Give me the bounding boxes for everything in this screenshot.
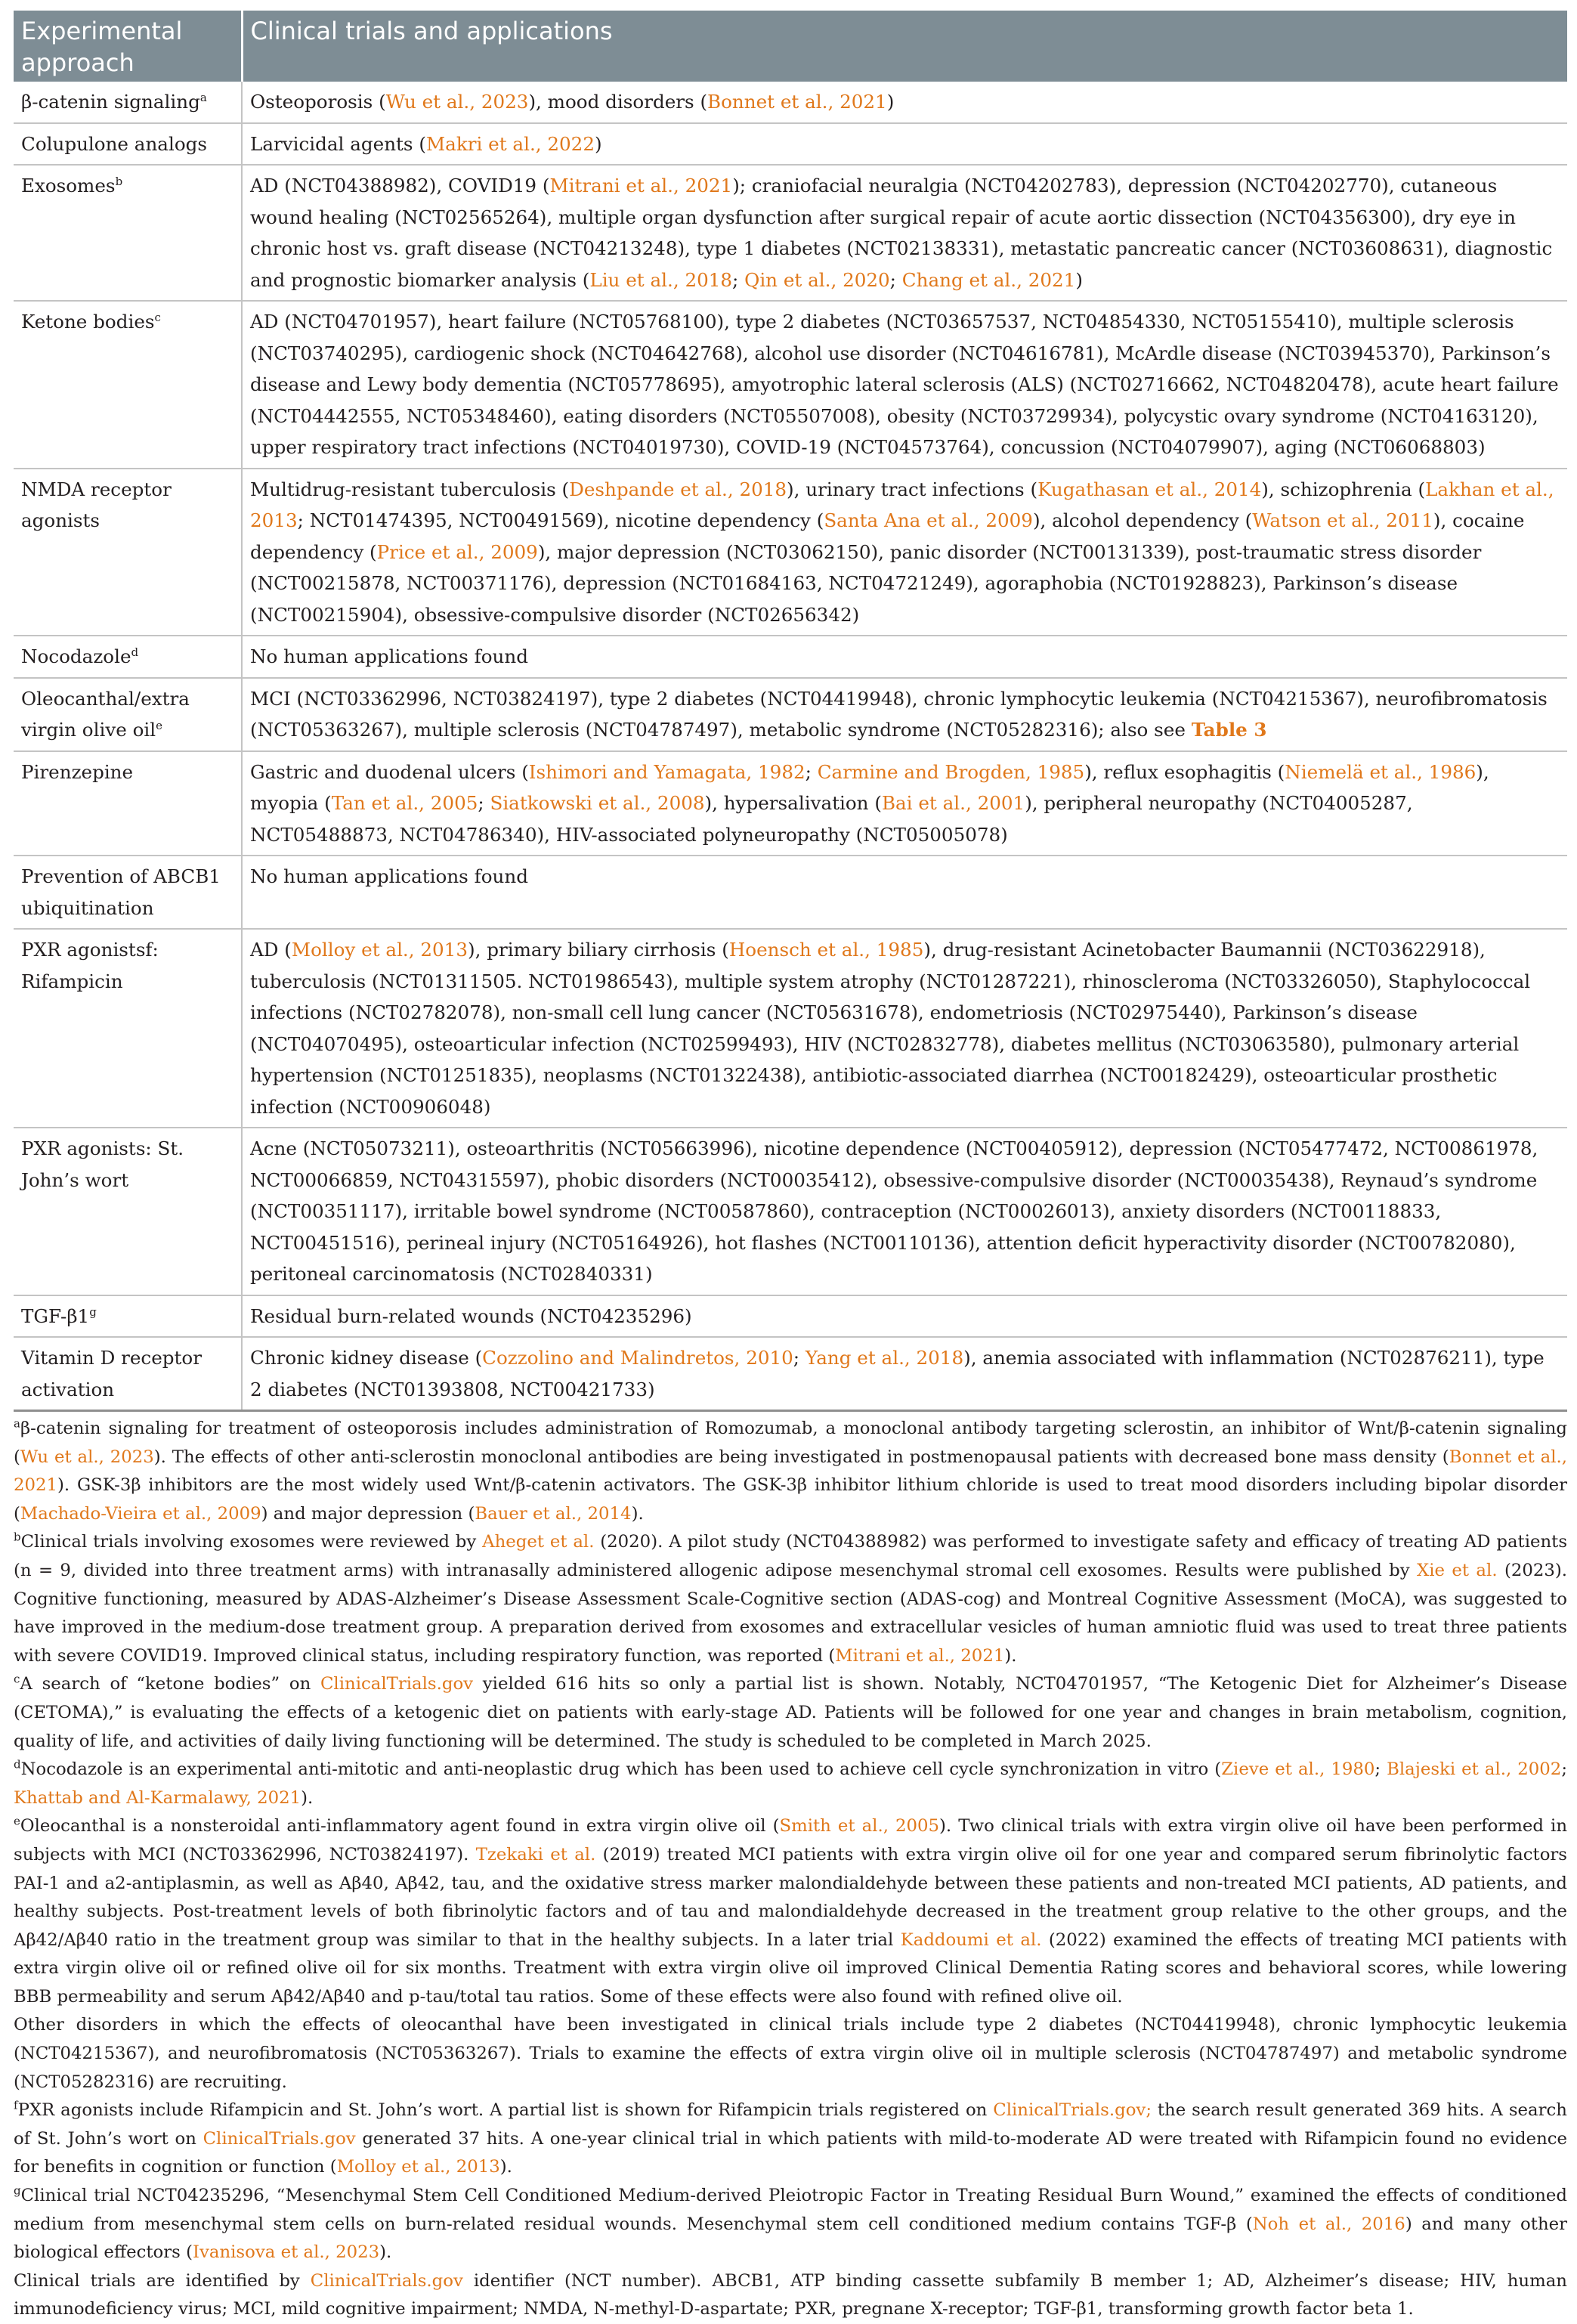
footnote-marker: c <box>14 1672 20 1686</box>
citation-link[interactable]: ClinicalTrials.gov; <box>993 2100 1152 2121</box>
citation-link[interactable]: ClinicalTrials.gov <box>310 2270 463 2291</box>
citation-link[interactable]: Price et al., 2009 <box>376 540 538 563</box>
footnotes <box>14 1415 1567 2324</box>
approach-cell: PXR agonistsf: Rifampicin <box>14 929 242 1128</box>
table-row <box>14 751 1567 856</box>
citation-link[interactable]: Wu et al., 2023 <box>20 1447 154 1467</box>
citation-link[interactable]: Ivanisova et al., 2023 <box>192 2242 380 2263</box>
applications-cell: Residual burn-related wounds (NCT04235296) <box>242 1295 1567 1338</box>
table-body <box>14 82 1567 1411</box>
table-row <box>14 165 1567 301</box>
citation-link[interactable]: Blajeski et al., 2002 <box>1387 1759 1562 1780</box>
table-row <box>14 301 1567 469</box>
approach-cell: NMDA receptor agonists <box>14 469 242 636</box>
citation-link[interactable]: Lakhan et al., 2013 <box>250 478 1554 531</box>
header-applications: Clinical trials and applications <box>242 11 1567 82</box>
citation-link[interactable]: Zieve et al., 1980 <box>1221 1759 1375 1780</box>
applications-cell: AD (Molloy et al., 2013), primary biliary cirrhosis (Hoensch et al., 1985), drug-resistant Acinetobacter Baumannii (NCT03622918), tuberculosis (NCT01311505. NCT01986543), multiple system atrophy (NCT01287221), rhinoscleroma (NCT03326050), Staphylococcal infections (NCT02782078), non-small cell lung cancer (NCT05631678), endometriosis (NCT02975440), Parkinson’s disease (NCT04070495), osteoarticular infection (NCT02599493), HIV (NCT02832778), diabetes mellitus (NCT03063580), pulmonary arterial hypertension (NCT01251835), neoplasms (NCT01322438), antibiotic-associated diarrhea (NCT00182429), osteoarticular prosthetic infection (NCT00906048) <box>242 929 1567 1128</box>
applications-cell: Chronic kidney disease (Cozzolino and Malindretos, 2010; Yang et al., 2018), anemia associated with inflammation (NCT02876211), type 2 diabetes (NCT01393808, NCT00421733) <box>242 1337 1567 1411</box>
table-row <box>14 1128 1567 1295</box>
approach-cell: Prevention of ABCB1 ubiquitination <box>14 856 242 929</box>
approach-cell: Vitamin D receptor activation <box>14 1337 242 1411</box>
citation-link[interactable]: Molloy et al., 2013 <box>291 939 468 961</box>
citation-link[interactable]: ClinicalTrials.gov <box>320 1674 474 1694</box>
footnote: $^f$PXR agonists include Rifampicin and St. John’s wort. A partial list is shown for Rifampicin trials registered on ClinicalTrials.gov; the search result generated 369 hits. A search of St. John’s wort on ClinicalTrials.gov generated 37 hits. A one-year clinical trial in which patients with mild-to-moderate AD were treated with Rifampicin found no evidence for benefits in cognition or function (Molloy et al., 2013). <box>14 2098 1568 2177</box>
applications-cell: AD (NCT04388982), COVID19 (Mitrani et al., 2021); craniofacial neuralgia (NCT04202783), depression (NCT04202770), cutaneous wound healing (NCT02565264), multiple organ dysfunction after surgical repair of acute aortic dissection (NCT04356300), dry eye in chronic host vs. graft disease (NCT04213248), type 1 diabetes (NCT02138331), metastatic pancreatic cancer (NCT03608631), diagnostic and prognostic biomarker analysis (Liu et al., 2018; Qin et al., 2020; Chang et al., 2021) <box>242 165 1567 301</box>
data-table <box>14 11 1567 1412</box>
citation-link[interactable]: Tan et al., 2005 <box>331 792 478 814</box>
citation-link[interactable]: ClinicalTrials.gov <box>203 2128 356 2149</box>
citation-link[interactable]: Khattab and Al-Karmalawy, 2021 <box>14 1787 301 1808</box>
applications-cell: Multidrug-resistant tuberculosis (Deshpande et al., 2018), urinary tract infections (Kugathasan et al., 2014), schizophrenia (Lakhan et al., 2013; NCT01474395, NCT00491569), nicotine dependency (Santa Ana et al., 2009), alcohol dependency (Watson et al., 2011), cocaine dependency (Price et al., 2009), major depression (NCT03062150), panic disorder (NCT00131339), post-traumatic stress disorder (NCT00215878, NCT00371176), depression (NCT01684163, NCT04721249), agoraphobia (NCT01928823), Parkinson’s disease (NCT00215904), obsessive-compulsive disorder (NCT02656342) <box>242 469 1567 636</box>
citation-link[interactable]: Kaddoumi et al. <box>900 1929 1042 1950</box>
footnote-marker: c <box>154 310 161 324</box>
citation-link[interactable]: Carmine and Brogden, 1985 <box>817 760 1085 783</box>
footnote: $^c$A search of “ketone bodies” on ClinicalTrials.gov yielded 616 hits so only a partial list is shown. Notably, NCT04701957, “The Ketogenic Diet for Alzheimer’s Disease (CETOMA),” is evaluating the effects of a ketogenic diet on patients with early-stage AD. Patients will be followed for one year and changes in brain metabolism, cognition, quality of life, and activities of daily living functioning will be determined. The study is scheduled to be completed in March 2025. <box>14 1672 1567 1751</box>
citation-link[interactable]: Ishimori and Yamagata, 1982 <box>528 760 806 783</box>
applications-cell: Larvicidal agents (Makri et al., 2022) <box>242 123 1567 166</box>
footnote: $^e$Oleocanthal is a nonsteroidal anti-inflammatory agent found in extra virgin olive oil (Smith et al., 2005). Two clinical trials with extra virgin olive oil have been performed in subjects with MCI (NCT03362996, NCT03824197). Tzekaki et al. (2019) treated MCI patients with extra virgin olive oil for one year and compared serum fibrinolytic factors PAI-1 and a2-antiplasmin, as well as Aβ40, Aβ42, tau, and the oxidative stress marker malondialdehyde between these patients and non-treated MCI patients, AD patients, and healthy subjects. Post-treatment levels of both fibrinolytic factors and of tau and malondialdehyde decreased in the treatment group relative to the other groups, and the Aβ42/Aβ40 ratio in the treatment group was similar to that in the healthy subjects. In a later trial Kaddoumi et al. (2022) examined the effects of treating MCI patients with extra virgin olive oil or refined olive oil for six months. Treatment with extra virgin olive oil improved Clinical Dementia Rating scores and behavioral scores, while lowering BBB permeability and serum Aβ42/Aβ40 and p-tau/total tau ratios. Some of these effects were also found with refined olive oil. <box>14 1814 1568 2007</box>
citation-link[interactable]: Qin et al., 2020 <box>744 268 890 291</box>
applications-cell: Osteoporosis (Wu et al., 2023), mood disorders (Bonnet et al., 2021) <box>242 82 1567 123</box>
table-row <box>14 929 1567 1128</box>
approach-cell: Ketone bodies$^c$ <box>14 301 242 469</box>
applications-cell: MCI (NCT03362996, NCT03824197), type 2 diabetes (NCT04419948), chronic lymphocytic leukemia (NCT04215367), neurofibromatosis (NCT05363267), multiple sclerosis (NCT04787497), metabolic syndrome (NCT05282316); also see Table 3 <box>242 678 1567 751</box>
footnote-marker: e <box>156 718 163 732</box>
citation-link[interactable]: Chang et al., 2021 <box>901 268 1076 291</box>
citation-link[interactable]: Bai et al., 2001 <box>881 792 1025 814</box>
table-row <box>14 636 1567 678</box>
applications-cell: Acne (NCT05073211), osteoarthritis (NCT05663996), nicotine dependence (NCT00405912), depression (NCT05477472, NCT00861978, NCT00066859, NCT04315597), phobic disorders (NCT00035412), obsessive-compulsive disorder (NCT00035438), Reynaud’s syndrome (NCT00351117), irritable bowel syndrome (NCT00587860), contraception (NCT00026013), anxiety disorders (NCT00118833, NCT00451516), perineal injury (NCT05164926), hot flashes (NCT00110136), attention deficit hyperactivity disorder (NCT00782080), peritoneal carcinomatosis (NCT02840331) <box>242 1128 1567 1295</box>
table-row <box>14 123 1567 166</box>
approach-cell: β-catenin signaling$^a$ <box>14 82 242 123</box>
citation-link[interactable]: Bonnet et al., 2021 <box>707 91 887 113</box>
table-header <box>14 11 1567 82</box>
citation-link[interactable]: Watson et al., 2011 <box>1252 509 1433 531</box>
citation-link[interactable]: Wu et al., 2023 <box>385 91 529 113</box>
footnote-marker: a <box>199 90 207 104</box>
approach-cell: TGF-β1$^g$ <box>14 1295 242 1338</box>
approach-cell: PXR agonists: St. John’s wort <box>14 1128 242 1295</box>
footnote-marker: g <box>14 2183 21 2198</box>
applications-cell: Gastric and duodenal ulcers (Ishimori and Yamagata, 1982; Carmine and Brogden, 1985), reflux esophagitis (Niemelä et al., 1986), myopia (Tan et al., 2005; Siatkowski et al., 2008), hypersalivation (Bai et al., 2001), peripheral neuropathy (NCT04005287, NCT05488873, NCT04786340), HIV-associated polyneuropathy (NCT05005078) <box>242 751 1567 856</box>
citation-link[interactable]: Kugathasan et al., 2014 <box>1037 478 1262 500</box>
table-row <box>14 469 1567 636</box>
table-row <box>14 1337 1567 1411</box>
table-row <box>14 856 1567 929</box>
citation-link[interactable]: Xie et al. <box>1417 1560 1498 1580</box>
approach-cell: Nocodazole$^d$ <box>14 636 242 678</box>
citation-link[interactable]: Machado-Vieira et al., 2009 <box>20 1503 261 1524</box>
citation-link[interactable]: Bonnet et al., 2021 <box>14 1447 1567 1496</box>
table-row <box>14 82 1567 123</box>
citation-link[interactable]: Aheget et al. <box>482 1532 595 1552</box>
citation-link[interactable]: Bauer et al., 2014 <box>475 1503 632 1524</box>
footnote-marker: a <box>14 1416 20 1431</box>
footnote: $^b$Clinical trials involving exosomes were reviewed by Aheget et al. (2020). A pilot study (NCT04388982) was performed to investigate safety and efficacy of treating AD patients (n = 9, divided into three treatment arms) with intranasally administered allogenic adipose mesenchymal stromal cell exosomes. Results were published by Xie et al. (2023). Cognitive functioning, measured by ADAS-Alzheimer’s Disease Assessment Scale-Cognitive section (ADAS-cog) and Montreal Cognitive Assessment (MoCA), was suggested to have improved in the medium-dose treatment group. A preparation derived from exosomes and extracellular vesicles of human amniotic fluid was used to treat three patients with severe COVID19. Improved clinical status, including respiratory function, was reported (Mitrani et al., 2021). <box>14 1530 1568 1666</box>
citation-link[interactable]: Mitrani et al., 2021 <box>835 1645 1005 1666</box>
citation-link[interactable]: Hoensch et al., 1985 <box>728 939 924 961</box>
table-container <box>14 11 1567 2324</box>
table-reference-link[interactable]: Table 3 <box>1191 719 1267 741</box>
citation-link[interactable]: Smith et al., 2005 <box>779 1816 940 1837</box>
citation-link[interactable]: Mitrani et al., 2021 <box>549 175 733 197</box>
footnote-marker: b <box>14 1530 21 1544</box>
citation-link[interactable]: Molloy et al., 2013 <box>336 2157 500 2177</box>
citation-link[interactable]: Cozzolino and Malindretos, 2010 <box>482 1347 793 1369</box>
approach-cell: Oleocanthal/extra virgin olive oil$^e$ <box>14 678 242 751</box>
citation-link[interactable]: Liu et al., 2018 <box>589 268 733 291</box>
footnote-marker: d <box>131 645 139 659</box>
citation-link[interactable]: Noh et al., 2016 <box>1252 2214 1405 2234</box>
footnote: $^d$Nocodazole is an experimental anti-mitotic and anti-neoplastic drug which has been used to achieve cell cycle synchronization in vitro (Zieve et al., 1980; Blajeski et al., 2002; Khattab and Al-Karmalawy, 2021). <box>14 1757 1567 1808</box>
header-approach: Experimental approach <box>14 11 242 82</box>
footnote-marker: f <box>14 2098 18 2112</box>
footnote-marker: g <box>89 1304 97 1319</box>
table-row <box>14 1295 1567 1338</box>
footnote-marker: e <box>14 1814 20 1828</box>
applications-cell: No human applications found <box>242 856 1567 929</box>
table-row <box>14 678 1567 751</box>
footnote-marker: d <box>14 1757 21 1772</box>
citation-link[interactable]: Santa Ana et al., 2009 <box>824 509 1033 531</box>
citation-link[interactable]: Deshpande et al., 2018 <box>569 478 787 500</box>
citation-link[interactable]: Niemelä et al., 1986 <box>1285 760 1477 783</box>
footnote: $^a$β-catenin signaling for treatment of osteoporosis includes administration of Romozumab, a monoclonal antibody targeting sclerostin, an inhibitor of Wnt/β-catenin signaling (Wu et al., 2023). The effects of other anti-sclerostin monoclonal antibodies are being investigated in postmenopausal patients with decreased bone mass density (Bonnet et al., 2021). GSK-3β inhibitors are the most widely used Wnt/β-catenin activators. The GSK-3β inhibitor lithium chloride is used to treat mood disorders including bipolar disorder (Machado-Vieira et al., 2009) and major depression (Bauer et al., 2014). <box>14 1416 1567 1524</box>
footnote: $^g$Clinical trial NCT04235296, “Mesenchymal Stem Cell Conditioned Medium-derived Pleiotropic Factor in Treating Residual Burn Wound,” examined the effects of conditioned medium from mesenchymal stem cells on burn-related residual wounds. Mesenchymal stem cell conditioned medium contains TGF-β (Noh et al., 2016) and many other biological effectors (Ivanisova et al., 2023). <box>14 2183 1568 2263</box>
approach-cell: Pirenzepine <box>14 751 242 856</box>
footnote: Clinical trials are identified by ClinicalTrials.gov identifier (NCT number). ABCB1, ATP binding cassette subfamily B member 1; AD, Alzheimer’s disease; HIV, human immunodeficiency virus; MCI, mild cognitive impairment; NMDA, N-methyl-D-aspartate; PXR, pregnane X-receptor; TGF-β1, transforming growth factor beta 1. <box>14 2270 1567 2319</box>
applications-cell: No human applications found <box>242 636 1567 678</box>
citation-link[interactable]: Tzekaki et al. <box>475 1844 596 1864</box>
footnote-marker: b <box>115 174 123 188</box>
citation-link[interactable]: Siatkowski et al., 2008 <box>490 792 705 814</box>
citation-link[interactable]: Yang et al., 2018 <box>805 1347 964 1369</box>
approach-cell: Exosomes$^b$ <box>14 165 242 301</box>
footnote: Other disorders in which the effects of oleocanthal have been investigated in clinical trials include type 2 diabetes (NCT04419948), chronic lymphocytic leukemia (NCT04215367), and neurofibromatosis (NCT05363267). Trials to examine the effects of extra virgin olive oil in multiple sclerosis (NCT04787497) and metabolic syndrome (NCT05282316) are recruiting. <box>14 2015 1567 2092</box>
citation-link[interactable]: Makri et al., 2022 <box>425 132 595 155</box>
approach-cell: Colupulone analogs <box>14 123 242 166</box>
applications-cell: AD (NCT04701957), heart failure (NCT05768100), type 2 diabetes (NCT03657537, NCT04854330, NCT05155410), multiple sclerosis (NCT03740295), cardiogenic shock (NCT04642768), alcohol use disorder (NCT04616781), McArdle disease (NCT03945370), Parkinson’s disease and Lewy body dementia (NCT05778695), amyotrophic lateral sclerosis (ALS) (NCT02716662, NCT04820478), acute heart failure (NCT04442555, NCT05348460), eating disorders (NCT05507008), obesity (NCT03729934), polycystic ovary syndrome (NCT04163120), upper respiratory tract infections (NCT04019730), COVID-19 (NCT04573764), concussion (NCT04079907), aging (NCT06068803) <box>242 301 1567 469</box>
